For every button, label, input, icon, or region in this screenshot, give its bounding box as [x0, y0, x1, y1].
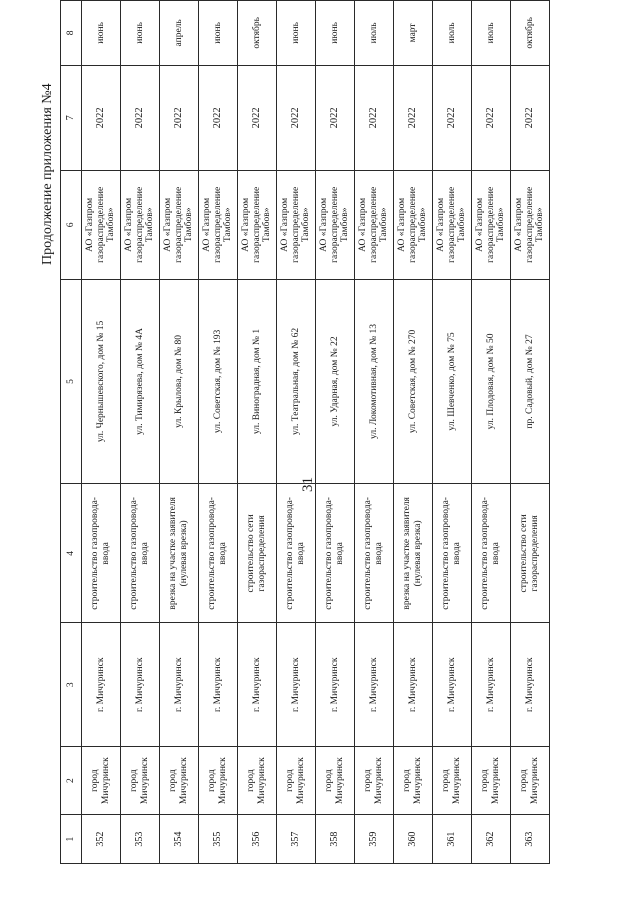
column-header: 8 — [61, 1, 82, 66]
page-number: 31 — [300, 477, 316, 492]
table-cell: город Мичуринск — [355, 747, 394, 815]
column-header: 2 — [61, 747, 82, 815]
table-cell: июль — [433, 1, 472, 66]
table-cell: 2022 — [277, 65, 316, 170]
table-cell: 2022 — [238, 65, 277, 170]
table-cell: 2022 — [355, 65, 394, 170]
table-cell: июнь — [121, 1, 160, 66]
table-cell: город Мичуринск — [316, 747, 355, 815]
table-cell: октябрь — [511, 1, 550, 66]
table-cell: октябрь — [238, 1, 277, 66]
table-cell: 2022 — [160, 65, 199, 170]
table-cell: апрель — [160, 1, 199, 66]
column-header: 4 — [61, 484, 82, 623]
table-cell: г. Мичуринск — [160, 623, 199, 747]
table-cell: город Мичуринск — [82, 747, 121, 815]
table-cell: 356 — [238, 815, 277, 864]
table-cell: 2022 — [316, 65, 355, 170]
table-cell: строительство газопровода-ввода — [316, 484, 355, 623]
table-cell: г. Мичуринск — [433, 623, 472, 747]
table-cell: АО «Газпром газораспределение Тамбов» — [511, 170, 550, 279]
table-cell: июль — [472, 1, 511, 66]
table-cell: ул. Театральная, дом № 62 — [277, 279, 316, 484]
table-cell: ул. Виноградная, дом № 1 — [238, 279, 277, 484]
column-header: 6 — [61, 170, 82, 279]
table-row — [277, 1, 316, 864]
table-cell: строительство газопровода-ввода — [472, 484, 511, 623]
table-cell: город Мичуринск — [199, 747, 238, 815]
table-cell: 352 — [82, 815, 121, 864]
table-cell: июнь — [82, 1, 121, 66]
table-cell: 358 — [316, 815, 355, 864]
table-cell: г. Мичуринск — [472, 623, 511, 747]
table-cell: АО «Газпром газораспределение Тамбов» — [121, 170, 160, 279]
table-cell: город Мичуринск — [121, 747, 160, 815]
column-header: 3 — [61, 623, 82, 747]
table-cell: строительство газопровода-ввода — [355, 484, 394, 623]
table-cell: пр. Садовый, дом № 27 — [511, 279, 550, 484]
table-cell: 359 — [355, 815, 394, 864]
table-cell: ул. Ударная, дом № 22 — [316, 279, 355, 484]
table-cell: АО «Газпром газораспределение Тамбов» — [199, 170, 238, 279]
table-cell: строительство газопровода-ввода — [82, 484, 121, 623]
table-row — [121, 1, 160, 864]
column-header: 1 — [61, 815, 82, 864]
table-cell: город Мичуринск — [433, 747, 472, 815]
table-cell: июнь — [316, 1, 355, 66]
table-cell: врезка на участке заявителя (нулевая врезка) — [394, 484, 433, 623]
table-cell: АО «Газпром газораспределение Тамбов» — [82, 170, 121, 279]
table-cell: строительство газопровода-ввода — [277, 484, 316, 623]
table-cell: г. Мичуринск — [511, 623, 550, 747]
table-body — [61, 1, 550, 864]
table-cell: ул. Крылова, дом № 80 — [160, 279, 199, 484]
table-cell: г. Мичуринск — [121, 623, 160, 747]
table-cell: 355 — [199, 815, 238, 864]
column-header: 7 — [61, 65, 82, 170]
table-cell: ул. Плодовая, дом № 50 — [472, 279, 511, 484]
table-cell: 2022 — [199, 65, 238, 170]
table-cell: 2022 — [511, 65, 550, 170]
table-cell: г. Мичуринск — [82, 623, 121, 747]
table-cell: г. Мичуринск — [277, 623, 316, 747]
table-cell: АО «Газпром газораспределение Тамбов» — [238, 170, 277, 279]
table-cell: ул. Чернышевского, дом № 15 — [82, 279, 121, 484]
table-cell: АО «Газпром газораспределение Тамбов» — [433, 170, 472, 279]
table-cell: АО «Газпром газораспределение Тамбов» — [160, 170, 199, 279]
table-cell: строительство газопровода-ввода — [121, 484, 160, 623]
table-cell: 2022 — [433, 65, 472, 170]
table-cell: 2022 — [472, 65, 511, 170]
table-row — [199, 1, 238, 864]
table-cell: 2022 — [394, 65, 433, 170]
table-cell: ул. Советская, дом № 193 — [199, 279, 238, 484]
table-cell: июнь — [199, 1, 238, 66]
table-cell: ул. Советская, дом № 270 — [394, 279, 433, 484]
table-cell: строительство газопровода-ввода — [433, 484, 472, 623]
table-cell: 353 — [121, 815, 160, 864]
table-row — [472, 1, 511, 864]
table-cell: 362 — [472, 815, 511, 864]
table-row — [82, 1, 121, 864]
table-row — [160, 1, 199, 864]
table-cell: город Мичуринск — [394, 747, 433, 815]
table-cell: город Мичуринск — [472, 747, 511, 815]
column-header: 5 — [61, 279, 82, 484]
table-cell: 361 — [433, 815, 472, 864]
table-cell: город Мичуринск — [511, 747, 550, 815]
table-row — [355, 1, 394, 864]
table-cell: строительство сети газораспределения — [238, 484, 277, 623]
table-cell: 357 — [277, 815, 316, 864]
table-cell: июль — [355, 1, 394, 66]
table-cell: АО «Газпром газораспределение Тамбов» — [394, 170, 433, 279]
table-cell: АО «Газпром газораспределение Тамбов» — [316, 170, 355, 279]
table-cell: ул. Локомотивная, дом № 13 — [355, 279, 394, 484]
table-cell: март — [394, 1, 433, 66]
table-cell: город Мичуринск — [277, 747, 316, 815]
table-row — [511, 1, 550, 864]
table-cell: г. Мичуринск — [199, 623, 238, 747]
table-cell: ул. Шевченко, дом № 75 — [433, 279, 472, 484]
table-cell: город Мичуринск — [238, 747, 277, 815]
table-cell: 354 — [160, 815, 199, 864]
table-cell: город Мичуринск — [160, 747, 199, 815]
table-cell: 363 — [511, 815, 550, 864]
table-cell: 360 — [394, 815, 433, 864]
table-row — [433, 1, 472, 864]
table-cell: г. Мичуринск — [394, 623, 433, 747]
table-cell: АО «Газпром газораспределение Тамбов» — [472, 170, 511, 279]
continuation-title: Продолжение приложения №4 — [40, 83, 55, 265]
table-row — [394, 1, 433, 864]
table-cell: июнь — [277, 1, 316, 66]
table-cell: АО «Газпром газораспределение Тамбов» — [355, 170, 394, 279]
table-header-row — [61, 1, 82, 864]
table-row — [316, 1, 355, 864]
table-cell: 2022 — [121, 65, 160, 170]
table-cell: АО «Газпром газораспределение Тамбов» — [277, 170, 316, 279]
table-cell: 2022 — [82, 65, 121, 170]
table-cell: строительство сети газораспределения — [511, 484, 550, 623]
table-cell: ул. Тимирязева, дом № 4А — [121, 279, 160, 484]
table-cell: г. Мичуринск — [316, 623, 355, 747]
table-cell: врезка на участке заявителя (нулевая врезка) — [160, 484, 199, 623]
appendix-table — [60, 0, 550, 864]
table-row — [238, 1, 277, 864]
table-cell: г. Мичуринск — [355, 623, 394, 747]
table-cell: г. Мичуринск — [238, 623, 277, 747]
table-cell: строительство газопровода-ввода — [199, 484, 238, 623]
